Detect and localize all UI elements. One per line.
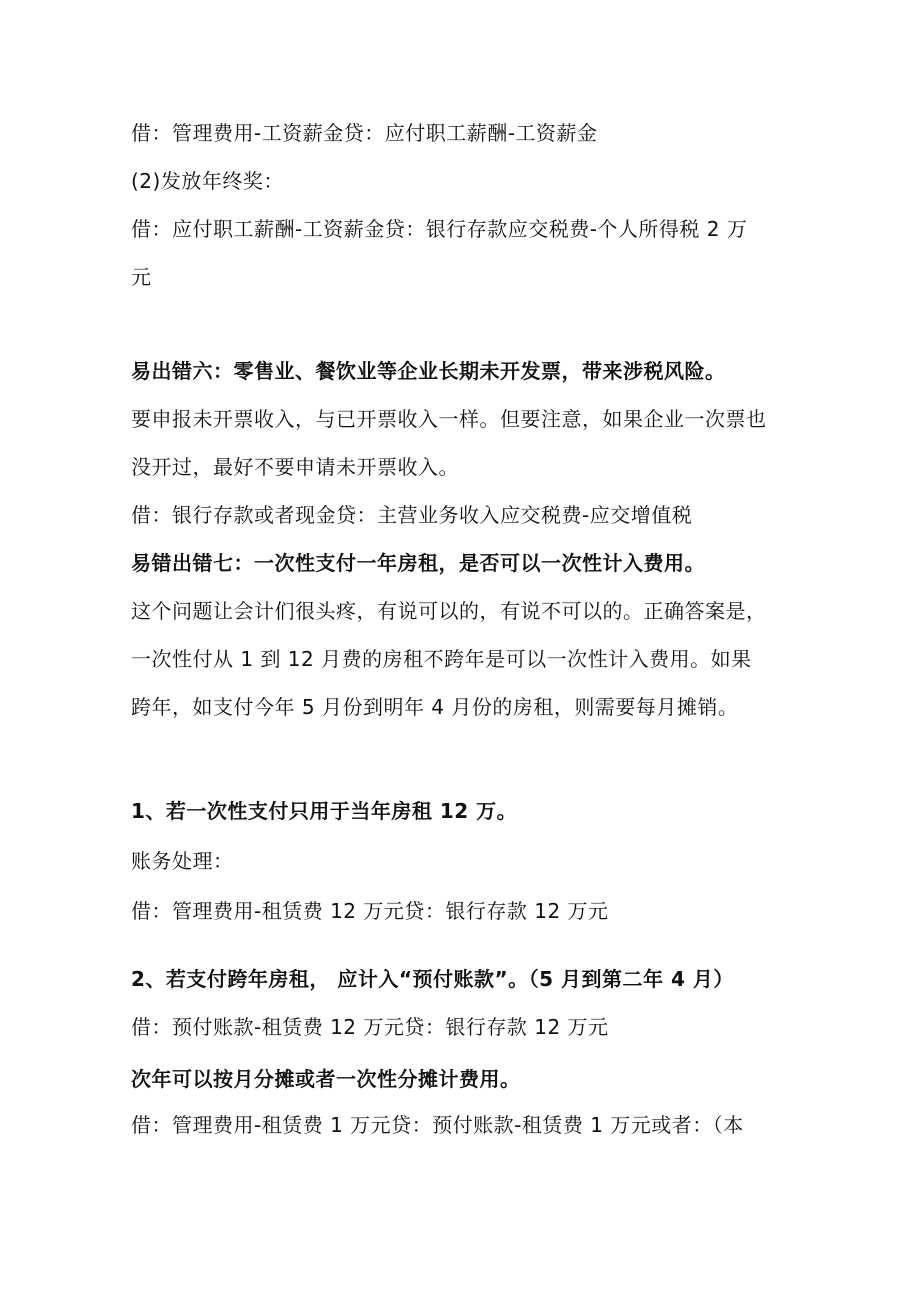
text-line: 借：预付账款-租赁费 12 万元贷：银行存款 12 万元 <box>131 1015 609 1039</box>
text-line: 这个问题让会计们很头疼，有说可以的，有说不可以的。正确答案是， <box>131 599 767 623</box>
text-line: 一次性付从 1 到 12 月费的房租不跨年是可以一次性计入费用。如果 <box>131 647 752 671</box>
subsection-heading: 次年可以按月分摊或者一次性分摊计费用。 <box>131 1067 521 1091</box>
subsection-heading: 1、若一次性支付只用于当年房租 12 万。 <box>131 799 518 823</box>
text-line: (2)发放年终奖： <box>131 169 284 193</box>
text-line: 借：银行存款或者现金贷：主营业务收入应交税费-应交增值税 <box>131 503 693 527</box>
text-line: 账务处理： <box>131 849 234 873</box>
text-line: 借：管理费用-租赁费 1 万元贷：预付账款-租赁费 1 万元或者：（本 <box>131 1113 744 1137</box>
text-line: 要申报未开票收入，与已开票收入一样。但要注意，如果企业一次票也 <box>131 407 767 431</box>
section-heading: 易错出错七：一次性支付一年房租，是否可以一次性计入费用。 <box>131 551 705 575</box>
text-line: 没开过，最好不要申请未开票收入。 <box>131 455 459 479</box>
subsection-heading: 2、若支付跨年房租， 应计入“预付账款”。（5 月到第二年 4 月） <box>131 967 734 991</box>
text-line: 跨年，如支付今年 5 月份到明年 4 月份的房租，则需要每月摊销。 <box>131 695 739 719</box>
text-line: 借：管理费用-租赁费 12 万元贷：银行存款 12 万元 <box>131 899 609 923</box>
text-line: 元 <box>131 265 152 289</box>
section-heading: 易出错六：零售业、餐饮业等企业长期未开发票，带来涉税风险。 <box>131 359 726 383</box>
text-line: 借：应付职工薪酬-工资薪金贷：银行存款应交税费-个人所得税 2 万 <box>131 217 748 241</box>
text-line: 借：管理费用-工资薪金贷：应付职工薪酬-工资薪金 <box>131 121 598 145</box>
